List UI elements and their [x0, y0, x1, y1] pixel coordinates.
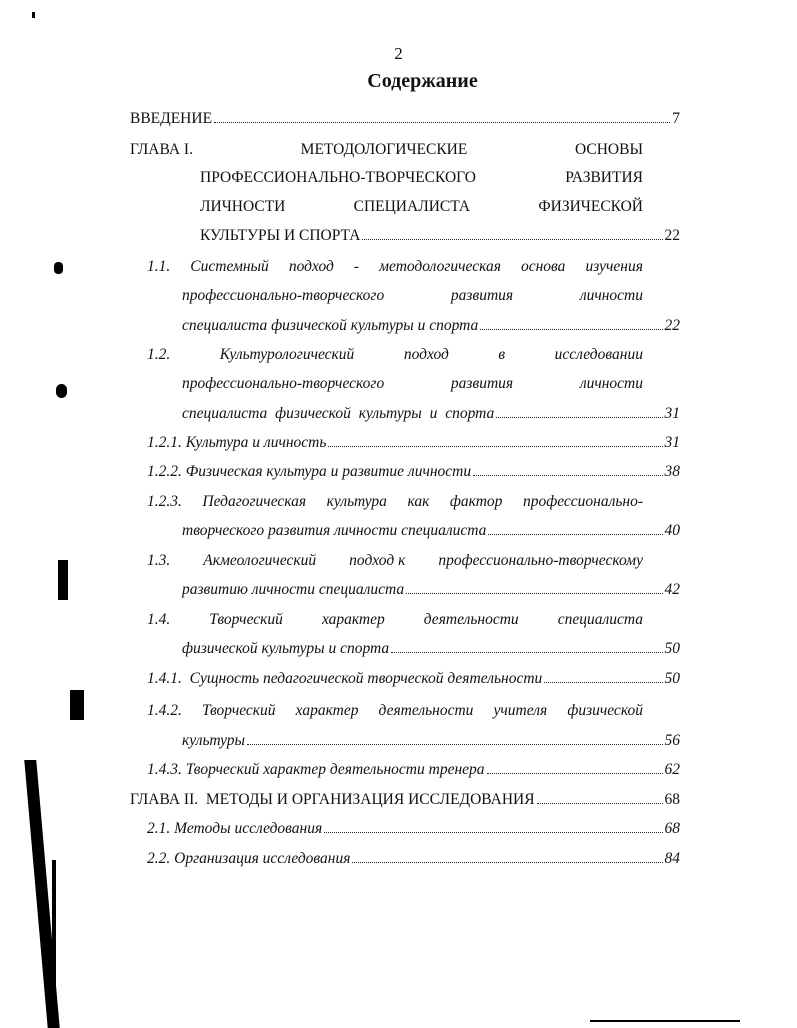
toc-section-1-4-line-2 [182, 639, 680, 659]
toc-page: 50 [664, 640, 680, 657]
toc-chapter-1-line-2 [200, 168, 643, 188]
scan-artifact [70, 690, 84, 720]
toc-text: специалиста физической культуры и спорта [182, 317, 479, 334]
toc-text: культуры [182, 732, 246, 749]
page-title: Содержание [367, 70, 478, 92]
page-number: 2 [394, 44, 403, 63]
toc-text: 1.2. [147, 346, 171, 363]
toc-text: профессионально-творческого [182, 287, 385, 304]
toc-text: специалиста физической культуры и спорта [182, 405, 495, 422]
toc-text: изучения [585, 258, 643, 275]
toc-section-1-3-line-2 [182, 580, 680, 600]
toc-text: МЕТОДОЛОГИЧЕСКИЕ [300, 141, 468, 158]
toc-text: деятельности [378, 702, 474, 719]
toc-text: 2.2. Организация исследования [147, 850, 351, 867]
leader-dots [480, 328, 662, 330]
toc-text: КУЛЬТУРЫ И СПОРТА [200, 227, 361, 244]
toc-page: 68 [664, 791, 680, 808]
toc-text: фактор [449, 493, 503, 510]
toc-section-1-2-3-line-1 [147, 492, 643, 512]
toc-text: 1.4.2. [147, 702, 182, 719]
toc-page: 62 [664, 761, 680, 778]
toc-text: профессионально- [522, 493, 643, 510]
toc-text: культура [326, 493, 387, 510]
toc-text: профессионально-творческого [182, 375, 385, 392]
toc-chapter-1-line-3 [200, 197, 643, 217]
toc-text: 2.1. Методы исследования [147, 820, 323, 837]
toc-page: 40 [664, 522, 680, 539]
toc-text: 1.2.2. Физическая культура и развитие личности [147, 463, 472, 480]
toc-section-1-2-3-line-2 [182, 521, 680, 541]
toc-page: 31 [664, 405, 680, 422]
toc-text: учителя [493, 702, 548, 719]
toc-text: физической культуры и спорта [182, 640, 390, 657]
leader-dots [328, 445, 662, 447]
toc-section-1-2-line-3 [182, 404, 680, 424]
toc-text: - [353, 258, 360, 275]
toc-text: как [407, 493, 430, 510]
leader-dots [352, 861, 662, 863]
toc-page: 50 [664, 670, 680, 687]
toc-section-1-1-line-1 [147, 257, 643, 277]
toc-text: творческого развития личности специалиста [182, 522, 487, 539]
toc-text: Культурологический [219, 346, 355, 363]
toc-label: ВВЕДЕНИЕ [130, 110, 213, 127]
toc-text: в [498, 346, 506, 363]
toc-page: 56 [664, 732, 680, 749]
toc-text: профессионально-творческому [438, 552, 643, 569]
toc-chapter-1-line-1 [130, 140, 643, 160]
toc-text: Системный [190, 258, 269, 275]
toc-text: ГЛАВА II. МЕТОДЫ И ОРГАНИЗАЦИЯ ИССЛЕДОВАНИЯ [130, 791, 535, 808]
toc-page: 38 [664, 463, 680, 480]
scan-artifact [54, 262, 63, 274]
scan-artifact [52, 860, 56, 1028]
toc-page: 22 [664, 317, 680, 334]
toc-text: ЛИЧНОСТИ [200, 198, 286, 215]
toc-section-1-4-1 [147, 669, 680, 689]
leader-dots [473, 474, 662, 476]
toc-text: ПРОФЕССИОНАЛЬНО-ТВОРЧЕСКОГО [200, 169, 476, 186]
leader-dots [391, 651, 662, 653]
toc-text: развитию личности специалиста [182, 581, 405, 598]
toc-chapter-2 [130, 790, 680, 810]
toc-text: 1.2.1. Культура и личность [147, 434, 327, 451]
toc-page: 22 [664, 227, 680, 244]
toc-text: 1.1. [147, 258, 171, 275]
toc-text: 1.4. [147, 611, 171, 628]
toc-text: подход к [349, 552, 406, 569]
toc-page: 31 [664, 434, 680, 451]
leader-dots [247, 743, 662, 745]
toc-text: деятельности [423, 611, 519, 628]
toc-text: физической [567, 702, 643, 719]
toc-text: 1.4.3. Творческий характер деятельности тренера [147, 761, 485, 778]
toc-section-1-2-1 [147, 433, 680, 453]
toc-text: развития [450, 375, 514, 392]
leader-dots [487, 772, 663, 774]
toc-section-1-4-2-line-1 [147, 701, 643, 721]
toc-text: специалиста [557, 611, 643, 628]
toc-text: развития [450, 287, 514, 304]
toc-section-1-1-line-3 [182, 316, 680, 336]
toc-text: Творческий [201, 702, 276, 719]
toc-text: личности [579, 375, 643, 392]
toc-text: методологическая [379, 258, 501, 275]
toc-text: ОСНОВЫ [575, 141, 643, 158]
toc-text: Педагогическая [202, 493, 307, 510]
toc-section-1-1-line-2 [182, 286, 643, 306]
toc-text: СПЕЦИАЛИСТА [353, 198, 471, 215]
toc-text: 1.3. [147, 552, 171, 569]
leader-dots [544, 681, 662, 683]
toc-page: 7 [672, 110, 680, 127]
leader-dots [496, 416, 662, 418]
toc-text: подход [403, 346, 449, 363]
leader-dots [488, 533, 662, 535]
leader-dots [214, 121, 670, 123]
toc-text: 1.2.3. [147, 493, 182, 510]
toc-text: исследовании [554, 346, 643, 363]
toc-entry-intro [130, 109, 680, 129]
toc-section-1-2-2 [147, 462, 680, 482]
toc-section-1-2-line-2 [182, 374, 643, 394]
toc-chapter-1-line-4 [200, 226, 680, 246]
toc-text: личности [579, 287, 643, 304]
scan-artifact [590, 1020, 740, 1022]
toc-text: ГЛАВА I. [130, 141, 193, 158]
toc-text: ФИЗИЧЕСКОЙ [538, 198, 643, 215]
toc-text: 1.4.1. Сущность педагогической творческой деятельности [147, 670, 543, 687]
scan-artifact [32, 12, 35, 18]
toc-page: 68 [664, 820, 680, 837]
leader-dots [537, 802, 663, 804]
toc-page: 42 [664, 581, 680, 598]
toc-text: РАЗВИТИЯ [565, 169, 643, 186]
toc-text: основа [520, 258, 566, 275]
toc-section-1-4-2-line-2 [182, 731, 680, 751]
toc-section-2-1 [147, 819, 680, 839]
toc-text: характер [295, 702, 359, 719]
toc-section-1-3-line-1 [147, 551, 643, 571]
toc-text: подход [288, 258, 334, 275]
toc-section-1-4-line-1 [147, 610, 643, 630]
leader-dots [324, 831, 662, 833]
toc-text: Творческий [209, 611, 283, 628]
toc-section-2-2 [147, 849, 680, 869]
scan-artifact [58, 560, 68, 600]
toc-text: характер [321, 611, 385, 628]
leader-dots [362, 238, 662, 240]
toc-text: Акмеологический [203, 552, 317, 569]
scan-artifact [56, 384, 67, 398]
toc-section-1-2-line-1 [147, 345, 643, 365]
toc-page: 84 [664, 850, 680, 867]
leader-dots [406, 592, 662, 594]
toc-section-1-4-3 [147, 760, 680, 780]
